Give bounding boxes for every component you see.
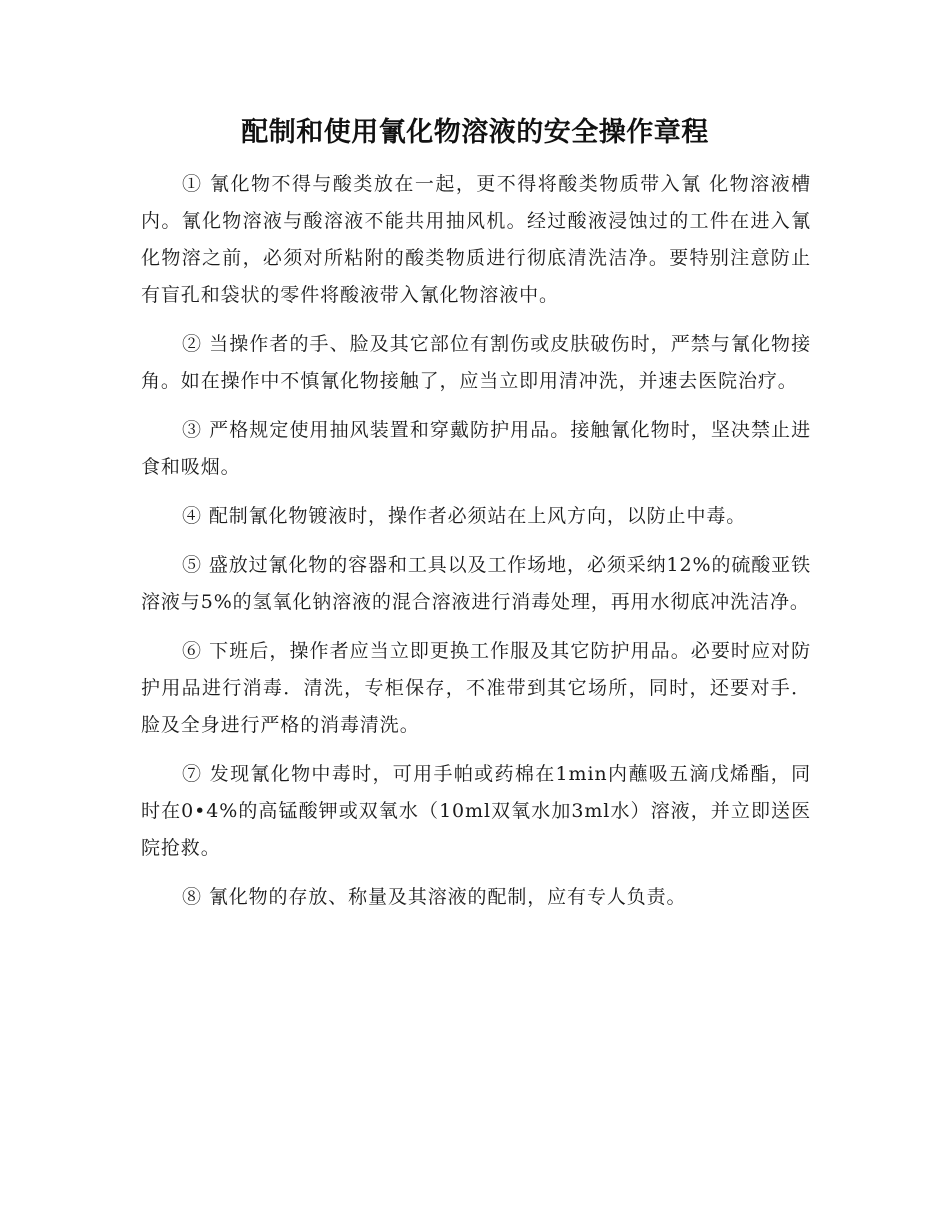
- rule-paragraph-4: ④ 配制氰化物镀液时，操作者必须站在上风方向，以防止中毒。: [182, 505, 747, 527]
- rule-paragraph-7: ⑦ 发现氰化物中毒时，可用手帕或药棉在1min内蘸吸五滴戊烯酯，同时在0•4%的高锰酸钾或双氧水（10ml双氧水加3ml水）溶液，并立即送医院抢救。: [141, 763, 811, 859]
- rule-paragraph-5: ⑤ 盛放过氰化物的容器和工具以及工作场地，必须采纳12%的硫酸亚铁溶液与5%的氢氧化钠溶液的混合溶液进行消毒处理，再用水彻底冲洗洁净。: [141, 554, 811, 613]
- rule-paragraph-3: ③ 严格规定使用抽风装置和穿戴防护用品。接触氰化物时，坚决禁止进食和吸烟。: [141, 419, 811, 478]
- document-body: [141, 166, 811, 928]
- rule-paragraph-1: ① 氰化物不得与酸类放在一起，更不得将酸类物质带入氰 化物溶液槽内。氰化物溶液与酸溶液不能共用抽风机。经过酸液浸蚀过的工件在进入氰化物溶之前，必须对所粘附的酸类物质进行彻底清洗洁净。要特别注意防止有盲孔和袋状的零件将酸液带入氰化物溶液中。: [141, 173, 811, 306]
- rule-paragraph-6: ⑥ 下班后，操作者应当立即更换工作服及其它防护用品。必要时应对防护用品进行消毒．清洗，专柜保存，不准带到其它场所，同时，还要对手．脸及全身进行严格的消毒清洗。: [141, 640, 811, 736]
- rule-paragraph-2: ② 当操作者的手、脸及其它部位有割伤或皮肤破伤时，严禁与氰化物接角。如在操作中不慎氰化物接触了，应当立即用清冲洗，并速去医院治疗。: [141, 333, 811, 392]
- rule-paragraph-8: ⑧ 氰化物的存放、称量及其溶液的配制，应有专人负责。: [182, 886, 687, 908]
- document-title: 配制和使用氰化物溶液的安全操作章程: [241, 117, 709, 148]
